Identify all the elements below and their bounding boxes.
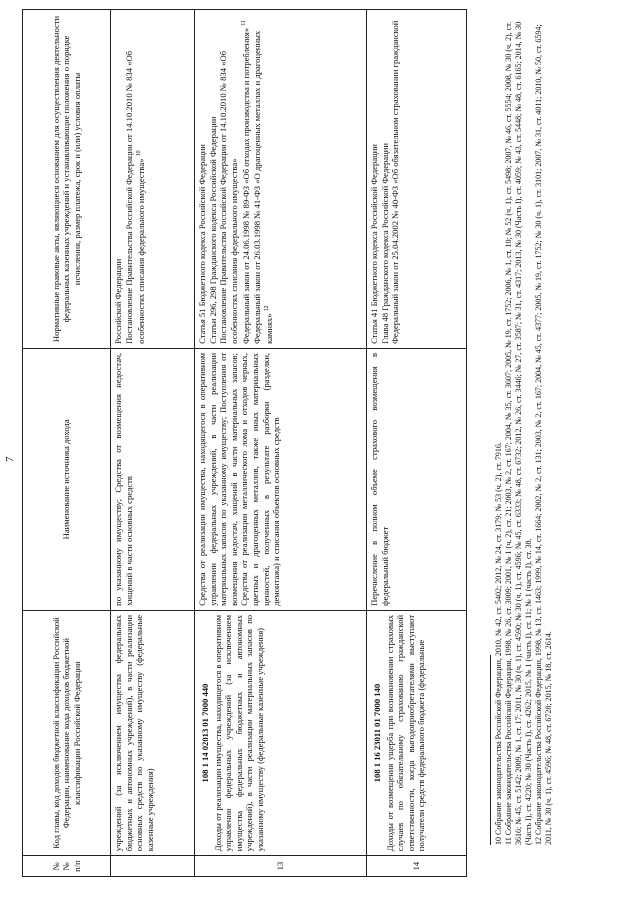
header-code: Код главы, код доходов бюджетной классификации Российской Федерации, наименование кода доходов бюджетной классификации Российской Федерации: [23, 610, 111, 855]
row-code-cell: [195, 610, 367, 855]
act-line: Российской Федерации: [113, 258, 123, 344]
footnote: 12 Собрание законодательства Российской Федерации, 1998, № 13, ст. 1463; 1999, № 14, ст. 1664; 2002, № 2, ст. 131; 2003, № 2, ст. 167; 2004, № 45, ст. 4377; 2005, № 19, ст. 1752; № 30 (ч. 1), ст. 3101; 2007, № 31, ст. 4011; 2010, № 50, ст. 6594; 2011, № 30 (ч. 1), ст. 4596; № 48, ст. 6728; 2015, № 18, ст. 2614.: [534, 24, 553, 845]
row-code-cell: [367, 610, 467, 855]
row-acts: [111, 10, 195, 349]
act-line: Статья 41 Бюджетного кодекса Российской Федерации: [369, 144, 379, 344]
act-line: Постановление Правительства Российской Федерации от 14.10.2010 № 834 «Об особенностях списания федерального имущества» $^{10}$: [123, 50, 147, 344]
footnote-ref: 10: [136, 150, 143, 157]
row-code-name: Доходы от возмещения ущерба при возникновении страховых случаев по обязательному страхованию гражданской ответственности, когда выгодоприобретателями выступают получатели средств федерального бюджета (федеральные: [384, 614, 427, 852]
row-number: 14: [367, 856, 467, 877]
row-number: [111, 856, 195, 877]
table-row: [367, 10, 467, 877]
footnote: 11 Собрание законодательства Российской Федерации, 1998, № 26, ст. 3009; 2001, № 1 (ч. 2), ст. 21; 2003, № 2, ст. 167; 2004, № 35, ст. 3607; 2005, № 19, ст. 1752; 2006, № 1, ст. 10; № 52 (ч. 1), ст. 5498; 2007, № 46, ст. 5554; 2008, № 30 (ч. 2), ст. 3616; № 45, ст. 5142; 2009, № 1, ст. 17; 2011, № 30 (ч. 1), ст. 4590; № 30 (ч. 1), ст. 4596; № 45, ст. 6333; № 48, ст. 6732; 2012, № 26, ст. 3446; № 27, ст. 3587; № 31, ст. 4317; 2013, № 30 (Часть I), ст. 4059; № 43, ст. 5448; № 48, ст. 6165; 2014, № 30 (Часть I), ст. 4220; № 30 (Часть I), ст. 4262; 2015, № 1 (часть I), ст. 11; № 1 (часть I), ст. 38.: [504, 21, 533, 845]
row-acts: [195, 10, 367, 349]
row-number: 13: [195, 856, 367, 877]
footnote: 10 Собрание законодательства Российской Федерации, 2010, № 42, ст. 5402; 2012, № 24, ст. 3179; № 53 (ч. 2), ст. 7916.: [494, 442, 503, 845]
act-line: Федеральный закон от 26.03.1998 № 41-ФЗ «О драгоценных металлах и драгоценных камнях» $^{12}$: [251, 30, 275, 344]
act-line: Статья 51 Бюджетного кодекса Российской Федерации: [197, 144, 207, 344]
revenue-table: [22, 9, 467, 877]
revenue-code: 108 1 14 02013 01 7000 440: [200, 683, 210, 783]
header-source: Наименование источника дохода: [23, 348, 111, 610]
table-header-row: [23, 10, 111, 877]
header-acts: Нормативные правовые акты, являющиеся основанием для осуществления деятельности федеральных казенных учреждений и устанавливающие положения о порядке исчисления, размер платежа, срок и (или) условия оплаты: [23, 10, 111, 349]
act-line: Постановление Правительства Российской Федерации от 14.10.2010 № 834 «Об особенностях списания федерального имущества»: [218, 50, 239, 344]
table-row: [195, 10, 367, 877]
row-code-name: Доходы от реализации имущества, находящегося в оперативном управлении федеральных учреждений (за исключением имущества федеральных бюджетных и автономных учреждений), в части реализации материальных запасов по указанному имуществу (федеральные казенные учреждения): [212, 614, 265, 852]
act-line: Федеральный закон от 25.04.2002 № 40-ФЗ «Об обязательном страховании гражданской: [390, 20, 401, 344]
act-line: Статьи 296, 298 Гражданского кодекса Российской Федерации: [207, 116, 218, 344]
header-num: № № п/п: [23, 856, 111, 877]
act-line: Федеральный закон от 24.06.1998 № 89-ФЗ «Об отходах производства и потребления» $^{11}$: [241, 19, 252, 344]
row-acts: [367, 10, 467, 349]
row-code-name: учреждений (за исключением имущества федеральных бюджетных и автономных учреждений), в части реализации основных средств по указанному имуществу (федеральные казенные учреждения): [111, 610, 195, 855]
footnotes: [494, 15, 554, 845]
revenue-code: 108 1 16 23011 01 7000 140: [372, 683, 382, 783]
row-source: Средства от реализации имущества, находящегося в оперативном управлении федеральных учреждений, в части реализации материальных запасов по указанному имуществу; Поступления от возмещения недостач, хищений в части материальных запасов; Средства от реализации металлического лома и отходов черных, цветных и драгоценных металлов, также иных материальных ценностей, полученных в результате разборки (разделки, демонтажа) и списания объектов основных средств: [195, 348, 367, 610]
page-number: 7: [4, 456, 16, 462]
row-source: Перечисление в полном объеме страхового возмещения в федеральный бюджет: [367, 348, 467, 610]
table-row: [111, 10, 195, 877]
footnote-divider: [490, 655, 491, 845]
row-source: по указанному имуществу; Средства от возмещения недостач, хищений в части основных средств: [111, 348, 195, 610]
footnote-ref: 11: [241, 19, 248, 26]
footnote-ref: 12: [264, 305, 271, 312]
act-line: Глава 48 Гражданского кодекса Российской Федерации: [379, 143, 390, 344]
